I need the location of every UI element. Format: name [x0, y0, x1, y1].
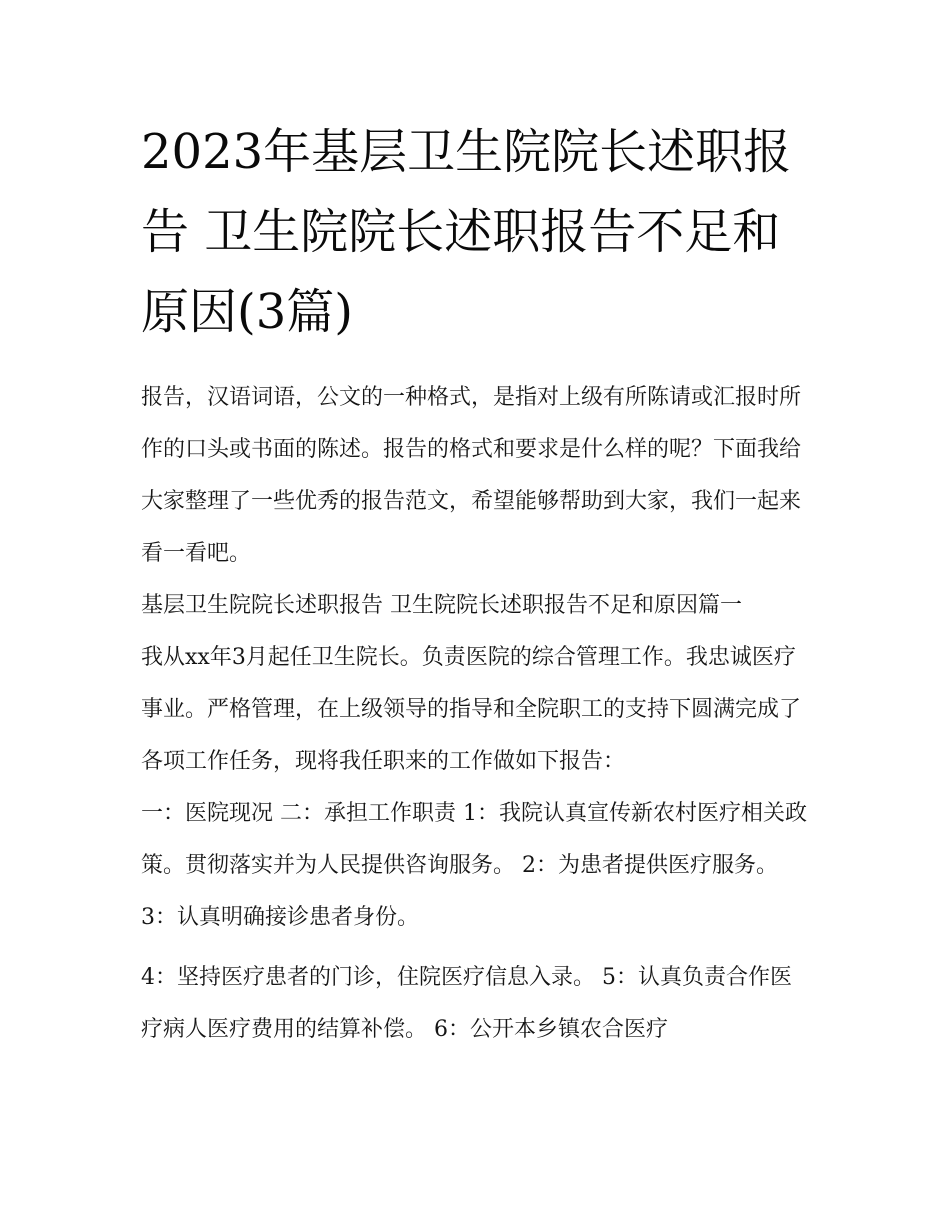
body-paragraph: 一：医院现况 二：承担工作职责 1：我院认真宣传新农村医疗相关政策。贯彻落实并为人民提供咨询服务。 2：为患者提供医疗服务。 3：认真明确接诊患者身份。: [141, 801, 807, 930]
intro-paragraph: 报告，汉语词语，公文的一种格式，是指对上级有所陈请或汇报时所作的口头或书面的陈述。报告的格式和要求是什么样的呢？下面我给大家整理了一些优秀的报告范文，希望能够帮助到大家，我们一起来看一看吧。: [141, 385, 802, 566]
section-heading: 基层卫生院院长述职报告 卫生院院长述职报告不足和原因篇一: [141, 593, 742, 618]
body-paragraph: 4：坚持医疗患者的门诊，住院医疗信息入录。 5：认真负责合作医疗病人医疗费用的结算补偿。 6：公开本乡镇农合医疗: [141, 965, 792, 1042]
document-title: 2023年基层卫生院院长述职报告 卫生院院长述职报告不足和原因(3篇): [141, 124, 792, 340]
body-paragraph: 我从xx年3月起任卫生院长。负责医院的综合管理工作。我忠诚医疗事业。严格管理，在上级领导的指导和全院职工的支持下圆满完成了各项工作任务，现将我任职来的工作做如下报告：: [141, 645, 802, 774]
document-page: [141, 112, 813, 1056]
